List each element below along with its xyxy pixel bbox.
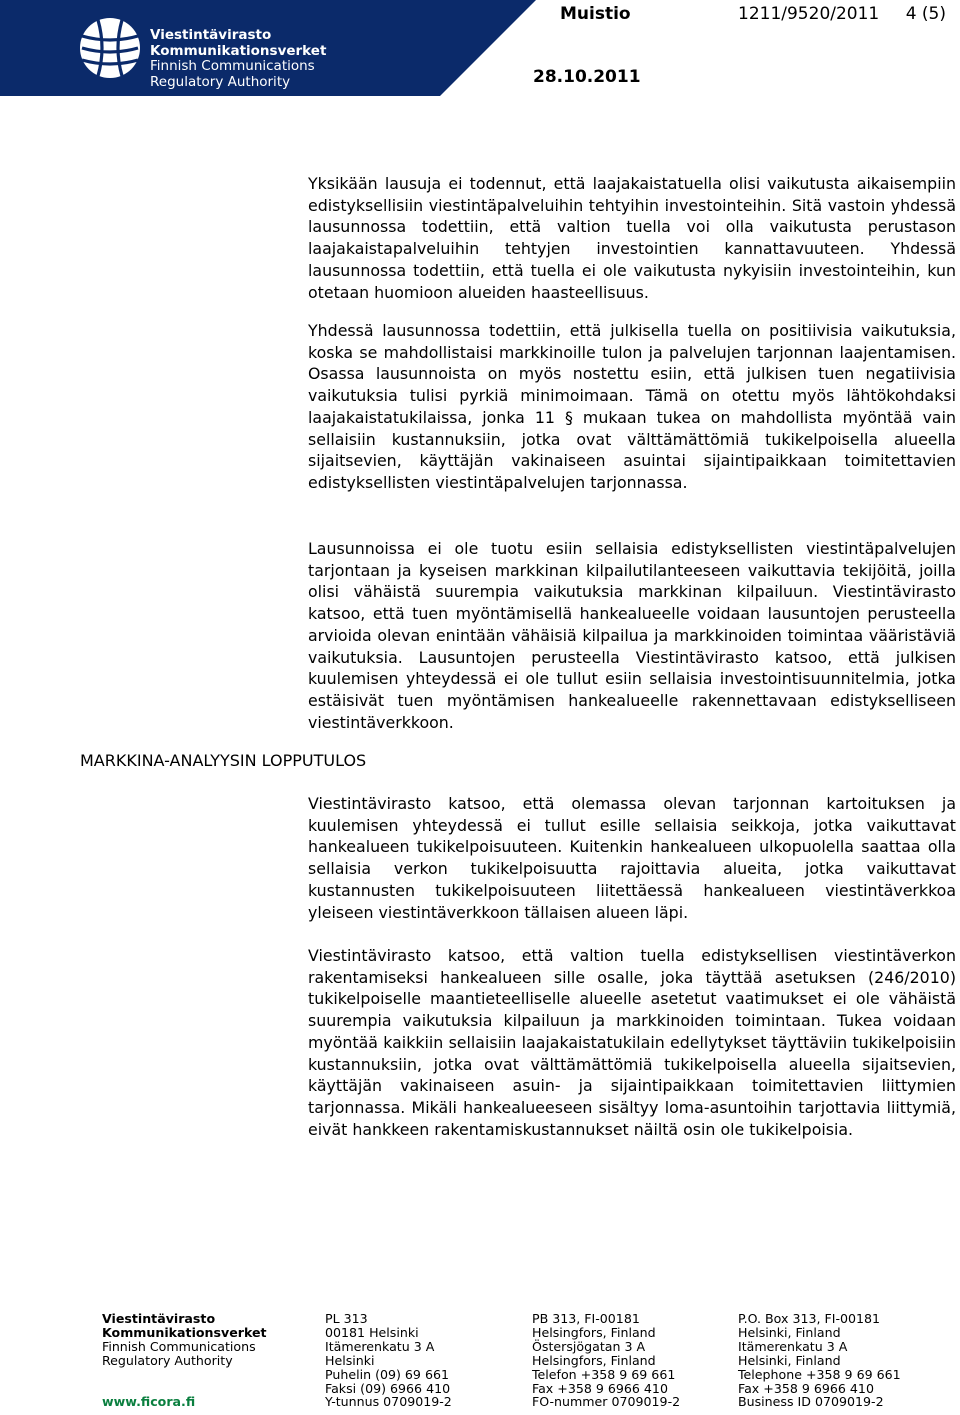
- footer-line: Itämerenkatu 3 A: [738, 1338, 848, 1354]
- footer-line: PL 313: [325, 1311, 368, 1326]
- footer-col-fi: [325, 1312, 452, 1409]
- paragraph-text: Yksikään lausuja ei todennut, että laajakaistatuella olisi vaikutusta aikaisempiin edistyksellisiin viestintäpalveluihin tehtyihin investointeihin. Sitä vastoin yhdessä lausunnossa todettiin, että valtion tuella voi olla vaikutusta perustason laajakaistapalveluihin tehtyjen investointien kannattavuuteen. Yhdessä lausunnossa todettiin, että tuella ei ole vaikutusta nykyisiin investointeihin, kun otetaan huomioon alueiden haasteellisuus.: [308, 174, 956, 302]
- document-meta: [560, 4, 952, 24]
- footer-line: Helsinki, Finland: [738, 1324, 841, 1340]
- logo-line: Finnish Communications: [150, 58, 315, 74]
- body-paragraph-2: [308, 320, 956, 494]
- footer-line: 00181 Helsinki: [325, 1324, 419, 1340]
- body-paragraph-1: [308, 173, 956, 303]
- website-link[interactable]: www.ficora.fi: [102, 1394, 196, 1410]
- footer-line: Helsinki: [325, 1352, 375, 1368]
- document-type: Muistio: [560, 4, 631, 24]
- footer-line: Y-tunnus 0709019-2: [325, 1394, 452, 1410]
- footer-line: Helsingfors, Finland: [532, 1324, 656, 1340]
- footer-line: FO-nummer 0709019-2: [532, 1394, 681, 1410]
- footer-line: Helsingfors, Finland: [532, 1352, 656, 1368]
- footer-line: P.O. Box 313, FI-00181: [738, 1311, 881, 1326]
- footer-line: Fax +358 9 6966 410: [738, 1380, 874, 1396]
- footer-line: Finnish Communications: [102, 1338, 256, 1354]
- logo-line: Regulatory Authority: [150, 73, 291, 90]
- footer-line: Kommunikationsverket: [102, 1324, 267, 1340]
- footer-line: Faksi (09) 6966 410: [325, 1380, 451, 1396]
- footer-line: PB 313, FI-00181: [532, 1311, 640, 1326]
- logo-wordmark: [150, 28, 326, 90]
- footer-line: Regulatory Authority: [102, 1352, 233, 1368]
- footer-line: Viestintävirasto: [102, 1311, 216, 1326]
- paragraph-text: Lausunnoissa ei ole tuotu esiin sellaisia edistyksellisten viestintäpalvelujen tarjontaan ja kyseisen markkinan kilpailutilanteeseen vaikuttavia tekijöitä, joilla olisi vähäistä suurempia vaikutuksia markkinan kilpailuun. Viestintävirasto katsoo, että tuen myöntämisellä hankealueelle voidaan lausuntojen perusteella arvioida olevan enintään vähäisiä kilpailua ja markkinoiden toimintaa vääristäviä vaikutuksia. Lausuntojen perusteella Viestintävirasto katsoo, että julkisen kuulemisen yhteydessä ei ole tullut esiin sellaisia investointisuunnitelmia, jotka estäisivät tuen myöntämisen hankealueelle rakennettavaan edistykselliseen viestintäverkkoon.: [308, 539, 956, 732]
- body-paragraph-3: [308, 538, 956, 733]
- footer-line: Östersjögatan 3 A: [532, 1338, 646, 1354]
- logo-emblem-icon: [78, 16, 142, 80]
- logo-line: Kommunikationsverket: [150, 42, 327, 59]
- footer-line: Fax +358 9 6966 410: [532, 1380, 668, 1396]
- paragraph-text: Viestintävirasto katsoo, että olemassa olevan tarjonnan kartoituksen ja kuulemisen yhteydessä ei tullut esille sellaisia seikkoja, jotka vaikuttavat hankealueen tukikelpoisuuteen. Kuitenkin hankealueen ulkopuolella saattaa olla sellaisia verkon tukikelpoisuutta rajoittavia alueita, jotka vaikuttavat kustannusten tukikelpoisuuteen liitettäessä hankealueen viestintäverkkoa yleiseen viestintäverkkoon tällaisen alueen läpi.: [308, 794, 956, 922]
- footer-line: Itämerenkatu 3 A: [325, 1338, 435, 1354]
- paragraph-text: Yhdessä lausunnossa todettiin, että julkisella tuella on positiivisia vaikutuksia, koska se mahdollistaisi markkinoille tulon ja palvelujen tarjonnan laajentamisen. Osassa lausunnoista on myös nostettu esiin, että julkisen tuen negatiivisia vaikutuksia tulisi pyrkiä minimoimaan. Tämä on otettu myös lähtökohdaksi laajakaistatukilaissa, jonka 11 § mukaan tukea on mahdollista myöntää vain sellaisiin kustannuksiin, jotka ovat välttämättömiä tukikelpoisella alueella sijaitsevien, käyttäjän vakinaiseen asuintai sijaintipaikkaan toimitettavien edistyksellisten viestintäpalvelujen tarjonnassa.: [308, 321, 956, 492]
- paragraph-text: Viestintävirasto katsoo, että valtion tuella edistyksellisen viestintäverkon rakentamiseksi hankealueen sille osalle, joka täyttää asetuksen (246/2010) tukikelpoiselle maantieteelliselle alueelle asetetut vaatimukset ei ole vähäistä suurempia vaikutuksia kilpailuun ja markkinoiden toimintaan. Tukea voidaan myöntää kaikkiin sellaisiin laajakaistatukilain edellytykset täyttäviin tukikelpoisiin kustannuksiin, jotka ovat välttämättömiä tukikelpoisella alueella sijaitsevien, käyttäjän vakinaiseen asuin- ja sijaintipaikkaan toimitettavien liittymien tarjonnassa. Mikäli hankealueeseen sisältyy loma-asuntoihin tarjottavia liittymiä, eivät hankkeen rakentamiskustannukset näiltä osin ole tukikelpoisia.: [308, 946, 956, 1139]
- document-date: 28.10.2011: [533, 67, 641, 87]
- body-paragraph-4: [308, 793, 956, 923]
- section-heading: MARKKINA-ANALYYSIN LOPPUTULOS: [80, 751, 367, 770]
- footer-col-en: [738, 1312, 901, 1409]
- footer-line: Business ID 0709019-2: [738, 1394, 884, 1410]
- page-number: 4 (5): [905, 4, 946, 24]
- logo-band: [0, 0, 536, 96]
- footer-line: Telefon +358 9 69 661: [532, 1366, 676, 1382]
- logo-line: Viestintävirasto: [150, 27, 272, 43]
- footer-line: Helsinki, Finland: [738, 1352, 841, 1368]
- footer-col-org: [102, 1312, 267, 1409]
- footer-line: Puhelin (09) 69 661: [325, 1366, 449, 1382]
- body-paragraph-5: [308, 945, 956, 1140]
- document-number: 1211/9520/2011: [738, 4, 880, 24]
- footer-col-sv: [532, 1312, 680, 1409]
- footer-line: Telephone +358 9 69 661: [738, 1366, 901, 1382]
